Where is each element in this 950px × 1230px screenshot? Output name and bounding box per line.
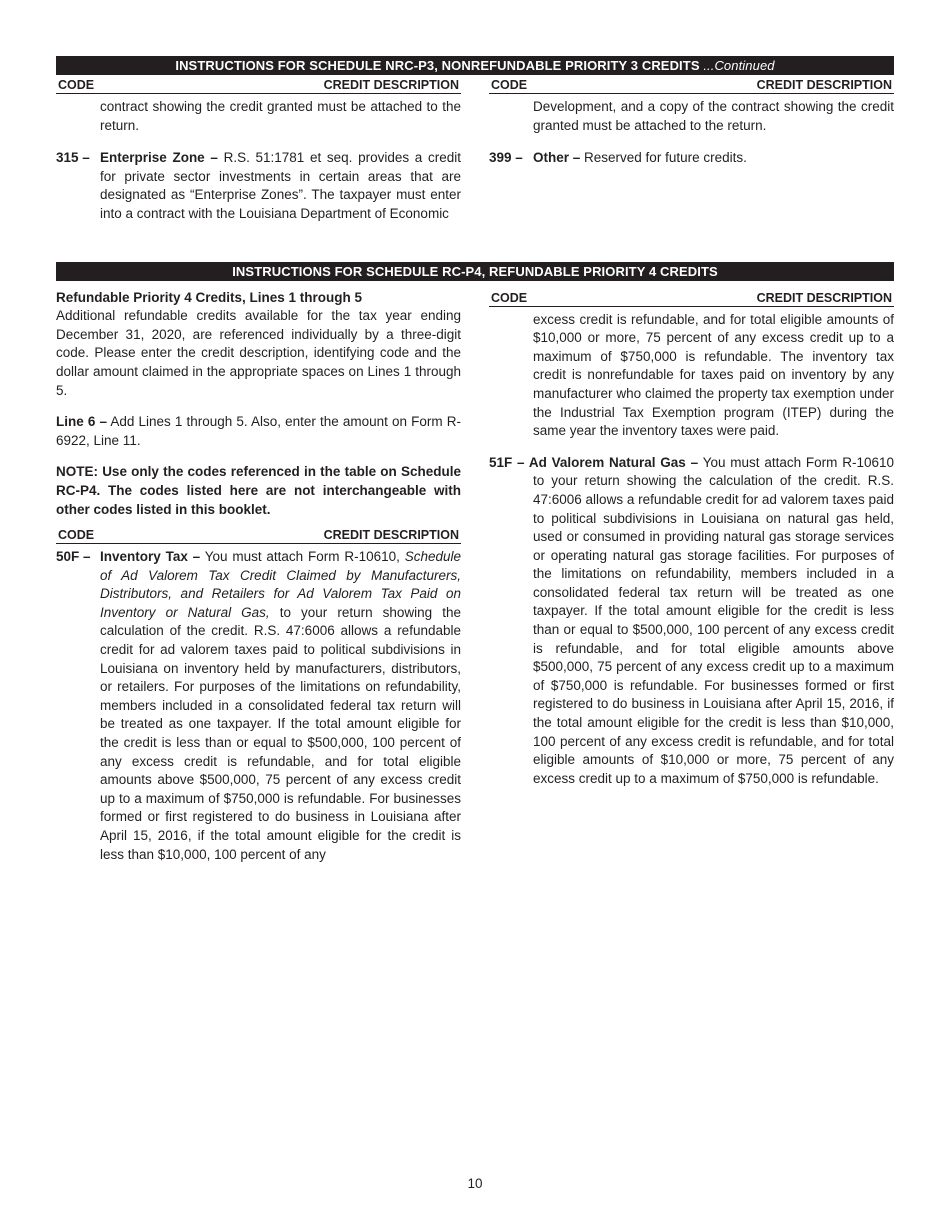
- code-header-label: CODE: [58, 528, 95, 543]
- credit-title-51f: 51F – Ad Valorem Natural Gas –: [489, 454, 699, 470]
- nrc-banner-continued: ...Continued: [703, 58, 775, 73]
- rc-right-column: [489, 288, 894, 865]
- document-page: [56, 56, 894, 864]
- credit-entry-399: [489, 149, 894, 168]
- credit-entry-50f: [56, 548, 461, 864]
- rc-columns: [56, 288, 894, 865]
- credit-body-50f: to your return showing the calculation of the credit. R.S. 47:6006 allows a refundable credit for ad valorem taxes paid to political subdivisions in Louisiana on inventory held by manufacturers, distributors, or retailers. For purposes of the limitations on refundability, members included in a consolidated federal tax return will be treated as one taxpayer. If the total amount eligible for the credit is less than or equal to $500,000, 100 percent of any excess credit is refundable, and for total eligible amounts above $500,000, 75 percent of any excess credit up to a maximum of $750,000 is refundable. For businesses formed or first registered to do business in Louisiana after April 15, 2016, if the total amount eligible for the credit is less than $10,000, 100 percent of any: [100, 604, 461, 862]
- rc-banner: INSTRUCTIONS FOR SCHEDULE RC-P4, REFUNDABLE PRIORITY 4 CREDITS: [56, 262, 894, 281]
- code-header-label: CODE: [491, 78, 528, 92]
- rc-right-code-header: [489, 288, 894, 307]
- page-number: 10: [467, 1176, 483, 1191]
- credit-text-315: [100, 149, 461, 223]
- credit-text-50f: [100, 548, 461, 864]
- credit-code-399: 399 –: [489, 150, 523, 166]
- rc-right-continuation: excess credit is refundable, and for total eligible amounts of $10,000 or more, 75 percent of any excess credit up to a maximum of $750,000 is refundable. The inventory tax credit is nonrefundable for taxes paid on inventory by any manufacturer who claimed the property tax exemption under the Industrial Tax Exemption program (ITEP) during the same year the inventory taxes were paid.: [533, 311, 894, 439]
- credit-description-header-label: CREDIT DESCRIPTION: [756, 78, 892, 92]
- nrc-banner: [56, 56, 894, 75]
- credit-code-315: 315 –: [56, 150, 90, 166]
- credit-code-50f: 50F –: [56, 549, 91, 565]
- credit-description-header-label: CREDIT DESCRIPTION: [323, 528, 459, 543]
- credit-entry-51f: [489, 454, 894, 789]
- rc-left-code-header: [56, 525, 461, 544]
- credit-description-header-label: CREDIT DESCRIPTION: [323, 78, 459, 92]
- nrc-right-continuation: Development, and a copy of the contract showing the credit granted must be attached to the return.: [533, 99, 894, 133]
- credit-body-315: R.S. 51:1781 et seq. provides a credit for private sector investments in certain areas that are designated as “Enterprise Zones”. The taxpayer must enter into a contract with the Louisiana Department of Economic: [100, 150, 461, 221]
- lines-text: Additional refundable credits available for the tax year ending December 31, 2020, are referenced individually by a three-digit code. Please enter the credit description, identifying code and the dollar amount claimed in the appropriate spaces on Lines 1 through 5.: [56, 308, 461, 398]
- nrc-left-continuation: contract showing the credit granted must be attached to the return.: [100, 99, 461, 133]
- nrc-right-column: [489, 75, 894, 224]
- nrc-left-code-header: [56, 75, 461, 94]
- code-header-label: CODE: [491, 290, 528, 305]
- nrc-left-column: [56, 75, 461, 224]
- credit-entry-315: [56, 149, 461, 223]
- lines-heading: Refundable Priority 4 Credits, Lines 1 through 5: [56, 289, 363, 305]
- nrc-right-code-header: [489, 75, 894, 94]
- nrc-columns: [56, 75, 894, 224]
- credit-title-399: Other –: [533, 150, 581, 166]
- credit-title-315: Enterprise Zone –: [100, 150, 218, 166]
- code-header-label: CODE: [58, 78, 95, 92]
- rc-left-column: [56, 288, 461, 865]
- nrc-banner-title: INSTRUCTIONS FOR SCHEDULE NRC-P3, NONREFUNDABLE PRIORITY 3 CREDITS: [175, 58, 700, 73]
- credit-schedule-name-50f: Schedule of Ad Valorem Tax Credit Claimed by Manufacturers, Distributors, and Retailers for Ad Valorem Tax Paid on Inventory or Natural Gas,: [100, 549, 461, 620]
- credit-pre-50f: You must attach Form R-10610,: [204, 549, 400, 565]
- credit-title-50f: Inventory Tax –: [100, 549, 201, 565]
- credit-description-header-label: CREDIT DESCRIPTION: [756, 290, 892, 305]
- credit-body-51f: You must attach Form R-10610 to your return showing the calculation of the credit. R.S. 47:6006 allows a refundable credit for ad valorem taxes paid to political subdivisions in Louisiana on natural gas held, used or consumed in providing natural gas storage services or operating natural gas storage facilities. For purposes of the limitations on refundability, members included in a consolidated federal tax return will be treated as one taxpayer. If the total amount eligible for the credit is less than or equal to $500,000, 100 percent of any excess credit is refundable, and for total eligible amounts above $500,000, 75 percent of any excess credit up to a maximum of $750,000 is refundable. For businesses formed or first registered to do business in Louisiana after April 15, 2016, if the total amount eligible for the credit is less than $10,000, 100 percent of any excess credit is refundable, and for total eligible amounts of $10,000 or more, 75 percent of any excess credit up to a maximum of $750,000 is refundable.: [533, 454, 894, 786]
- line6-label: Line 6 –: [56, 414, 107, 430]
- codes-note: NOTE: Use only the codes referenced in the table on Schedule RC-P4. The codes listed here are not interchangeable with other codes listed in this booklet.: [56, 464, 461, 517]
- credit-text-399: [533, 149, 894, 168]
- credit-body-399: Reserved for future credits.: [584, 150, 747, 166]
- line6-paragraph: [56, 413, 461, 450]
- line6-text: Add Lines 1 through 5. Also, enter the amount on Form R-6922, Line 11.: [56, 414, 461, 448]
